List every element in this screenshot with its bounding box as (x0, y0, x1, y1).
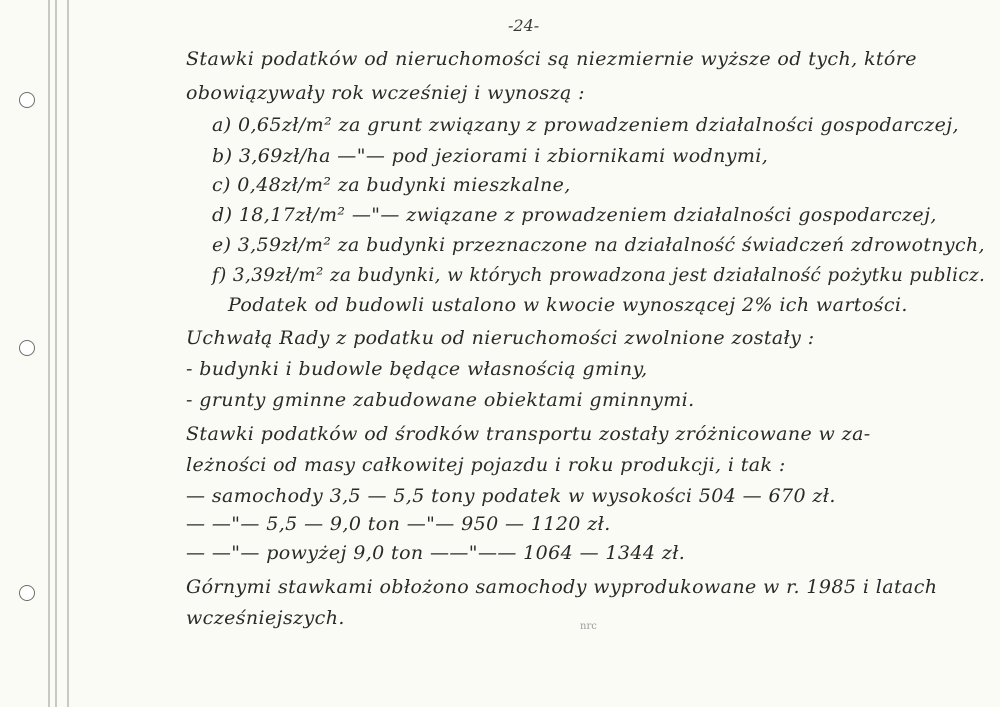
list-item: e) 3,59zł/m² za budynki przeznaczone na działalność świadczeń zdrowotnych, (212, 234, 985, 256)
table-row: — samochody 3,5 — 5,5 tony podatek w wysokości 504 — 670 zł. (186, 485, 836, 507)
text-line: obowiązywały rok wcześniej i wynoszą : (186, 82, 585, 104)
list-item: - grunty gminne zabudowane obiektami gminnymi. (186, 389, 695, 411)
text-line: wcześniejszych. (186, 607, 345, 629)
list-item: a) 0,65zł/m² za grunt związany z prowadzeniem działalności gospodarczej, (212, 114, 959, 136)
list-item: c) 0,48zł/m² za budynki mieszkalne, (212, 174, 571, 196)
table-row: — —"— 5,5 — 9,0 ton —"— 950 — 1120 zł. (186, 513, 611, 535)
punch-hole (19, 340, 35, 356)
text-line: Uchwałą Rady z podatku od nieruchomości zwolnione zostały : (186, 327, 815, 349)
punch-hole (19, 585, 35, 601)
text-line: Górnymi stawkami obłożono samochody wyprodukowane w r. 1985 i latach (186, 576, 938, 598)
text-line: Podatek od budowli ustalono w kwocie wynoszącej 2% ich wartości. (228, 294, 908, 316)
text-line: leżności od masy całkowitej pojazdu i roku produkcji, i tak : (186, 454, 786, 476)
binder-margin-line (67, 0, 69, 707)
list-item: f) 3,39zł/m² za budynki, w których prowadzona jest działalność pożytku publicz. (212, 264, 986, 286)
table-row: — —"— powyżej 9,0 ton ——"—— 1064 — 1344 zł. (186, 542, 686, 564)
list-item: d) 18,17zł/m² —"— związane z prowadzeniem działalności gospodarczej, (212, 204, 937, 226)
list-item: - budynki i budowle będące własnością gminy, (186, 358, 648, 380)
binder-margin-line (48, 0, 50, 707)
binder-margin-line (55, 0, 57, 707)
punch-hole (19, 92, 35, 108)
text-line: Stawki podatków od środków transportu zostały zróżnicowane w za- (186, 423, 871, 445)
text-line: Stawki podatków od nieruchomości są niezmiernie wyższe od tych, które (186, 48, 917, 70)
list-item: b) 3,69zł/ha —"— pod jeziorami i zbiornikami wodnymi, (212, 145, 769, 167)
faint-mark: nrc (580, 621, 597, 632)
page-number: -24- (508, 16, 540, 35)
